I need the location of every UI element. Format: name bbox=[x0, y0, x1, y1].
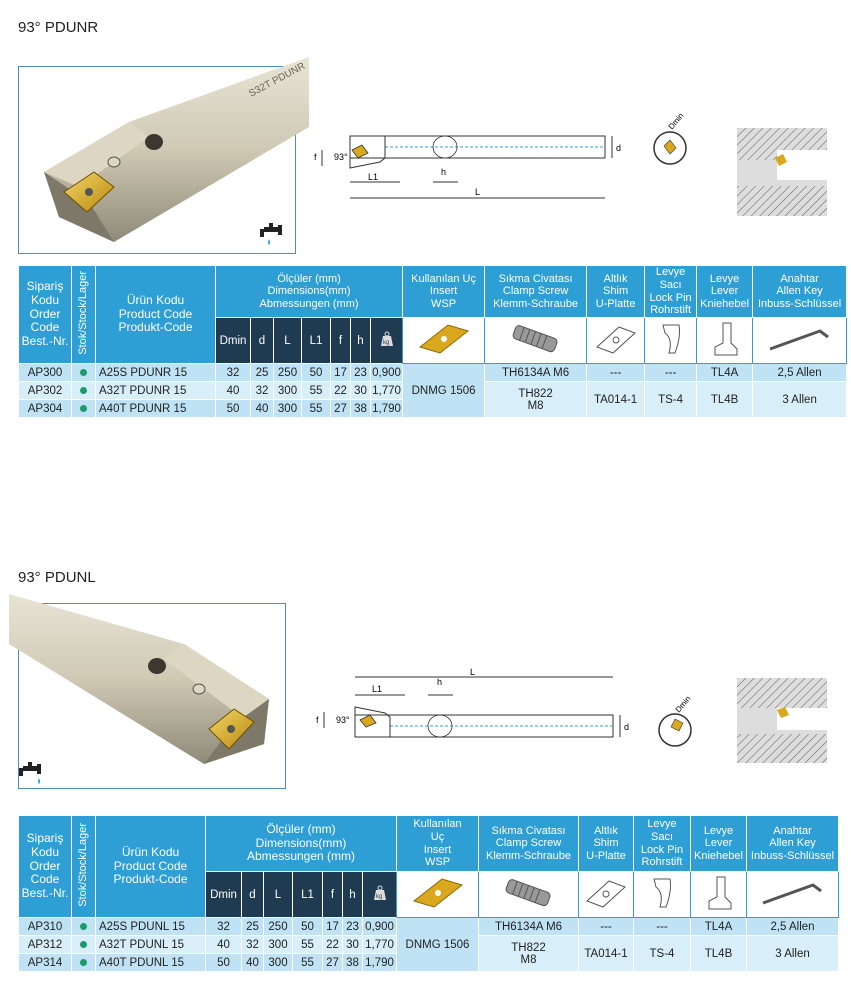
order-code-header: Sipariş Kodu Order Code Best.-Nr. bbox=[19, 816, 72, 918]
lock-pin-header: Levye Sacı Lock Pin Rohrstift bbox=[634, 816, 691, 872]
table-row: AP314 A40T PDUNL 15 50 40 300 55 27 38 1,790 bbox=[19, 954, 839, 972]
insert-icon bbox=[397, 872, 479, 918]
dmin-diagram bbox=[650, 110, 700, 170]
weight-kg-icon bbox=[363, 872, 397, 918]
allen-key-icon bbox=[753, 318, 847, 364]
table-row: AP300 A25S PDUNR 15 32 25 250 50 17 23 0,900 DNMG 1506 TH6134A M6 --- --- TL4A 2,5 Allen bbox=[19, 364, 847, 382]
clamp-screw-icon bbox=[479, 872, 579, 918]
dim-col-l1: L1 bbox=[302, 318, 331, 364]
dim-col-d: d bbox=[251, 318, 274, 364]
svg-text:d: d bbox=[616, 143, 622, 153]
section-pdunr bbox=[0, 0, 851, 440]
insert-code: DNMG 1506 bbox=[397, 918, 479, 972]
svg-text:L1: L1 bbox=[368, 172, 379, 182]
shim-header: Altlık Shim U-Platte bbox=[587, 266, 645, 318]
shim-icon bbox=[587, 318, 645, 364]
stock-indicator bbox=[72, 382, 96, 400]
stock-indicator bbox=[72, 364, 96, 382]
svg-text:h: h bbox=[441, 167, 447, 177]
stock-indicator bbox=[72, 936, 96, 954]
allen-key-icon bbox=[747, 872, 839, 918]
lock-pin-icon bbox=[645, 318, 697, 364]
dim-col-dmin: Dmin bbox=[206, 872, 242, 918]
stock-header: Stok/Stock/Lager bbox=[72, 266, 96, 364]
order-code-header: Sipariş Kodu Order Code Best.-Nr. bbox=[19, 266, 72, 364]
insert-code: DNMG 1506 bbox=[403, 364, 485, 418]
insert-header: Kullanılan Uç Insert WSP bbox=[403, 266, 485, 318]
svg-text:Dmin: Dmin bbox=[666, 111, 686, 132]
svg-text:h: h bbox=[437, 677, 443, 687]
spec-table bbox=[18, 265, 847, 418]
section-title: 93° PDUNR bbox=[18, 19, 99, 36]
tool-photo bbox=[18, 603, 286, 789]
table-row: AP312 A32T PDUNL 15 40 32 300 55 22 30 1,770 TH822 M8 TA014-1 TS-4 TL4B 3 Allen bbox=[19, 936, 839, 954]
stock-indicator bbox=[72, 918, 96, 936]
lever-header: Levye Lever Kniehebel bbox=[697, 266, 753, 318]
svg-text:L: L bbox=[470, 667, 476, 677]
table-row: AP304 A40T PDUNR 15 50 40 300 55 27 38 1,790 bbox=[19, 400, 847, 418]
dim-col-f: f bbox=[331, 318, 351, 364]
stock-header: Stok/Stock/Lager bbox=[72, 816, 96, 918]
dim-col-h: h bbox=[351, 318, 371, 364]
clamp-screw-header: Sıkma Civatası Clamp Screw Klemm-Schraube bbox=[479, 816, 579, 872]
table-row: AP310 A25S PDUNL 15 32 25 250 50 17 23 0,900 DNMG 1506 TH6134A M6 --- --- TL4A 2,5 Allen bbox=[19, 918, 839, 936]
svg-text:kg: kg bbox=[382, 340, 389, 346]
dimensions-header: Ölçüler (mm) Dimensions(mm) Abmessungen (mm) bbox=[206, 816, 397, 872]
stock-indicator bbox=[72, 954, 96, 972]
lever-icon bbox=[697, 318, 753, 364]
svg-text:93°: 93° bbox=[334, 152, 348, 162]
section-title: 93° PDUNL bbox=[18, 569, 96, 586]
technical-drawing bbox=[310, 665, 630, 750]
boring-bar-photo bbox=[19, 604, 287, 790]
clamp-screw-header: Sıkma Civatası Clamp Screw Klemm-Schraube bbox=[485, 266, 587, 318]
tool-photo bbox=[18, 60, 308, 254]
stock-indicator bbox=[72, 400, 96, 418]
svg-text:Dmin: Dmin bbox=[673, 694, 693, 715]
dim-col-f: f bbox=[323, 872, 343, 918]
svg-text:d: d bbox=[624, 722, 630, 732]
tap-coolant-icon bbox=[260, 223, 282, 245]
allen-key-header: Anahtar Allen Key Inbuss-Schlüssel bbox=[747, 816, 839, 872]
section-pdunl bbox=[0, 560, 851, 1000]
product-code-header: Ürün Kodu Product Code Produkt-Code bbox=[96, 266, 216, 364]
spec-table bbox=[18, 815, 839, 972]
insert-header: Kullanılan Uç Insert WSP bbox=[397, 816, 479, 872]
svg-text:L1: L1 bbox=[372, 684, 383, 694]
product-code-header: Ürün Kodu Product Code Produkt-Code bbox=[96, 816, 206, 918]
svg-text:L: L bbox=[475, 187, 481, 197]
dim-col-l: L bbox=[264, 872, 293, 918]
bore-section-diagram bbox=[737, 128, 827, 216]
svg-text:f: f bbox=[314, 152, 317, 162]
lock-pin-header: Levye Sacı Lock Pin Rohrstift bbox=[645, 266, 697, 318]
table-row: AP302 A32T PDUNR 15 40 32 300 55 22 30 1,770 TH822 M8 TA014-1 TS-4 TL4B 3 Allen bbox=[19, 382, 847, 400]
dmin-diagram bbox=[655, 695, 705, 755]
bore-section-diagram bbox=[737, 678, 827, 763]
dimensions-header: Ölçüler (mm) Dimensions(mm) Abmessungen (mm) bbox=[216, 266, 403, 318]
boring-bar-photo bbox=[19, 60, 308, 255]
shim-header: Altlık Shim U-Platte bbox=[579, 816, 634, 872]
dim-col-d: d bbox=[242, 872, 264, 918]
dim-col-l: L bbox=[274, 318, 302, 364]
photo-marking: S32T PDUNR bbox=[247, 60, 308, 100]
clamp-screw-icon bbox=[485, 318, 587, 364]
dim-col-h: h bbox=[343, 872, 363, 918]
weight-kg-icon bbox=[371, 318, 403, 364]
lever-icon bbox=[691, 872, 747, 918]
dim-col-l1: L1 bbox=[293, 872, 323, 918]
svg-text:kg: kg bbox=[375, 894, 382, 900]
svg-text:f: f bbox=[316, 715, 319, 725]
svg-text:93°: 93° bbox=[336, 715, 350, 725]
insert-icon bbox=[403, 318, 485, 364]
lock-pin-icon bbox=[634, 872, 691, 918]
shim-icon bbox=[579, 872, 634, 918]
allen-key-header: Anahtar Allen Key Inbuss-Schlüssel bbox=[753, 266, 847, 318]
lever-header: Levye Lever Kniehebel bbox=[691, 816, 747, 872]
technical-drawing bbox=[310, 120, 625, 220]
tap-coolant-icon bbox=[19, 762, 41, 784]
dim-col-dmin: Dmin bbox=[216, 318, 251, 364]
